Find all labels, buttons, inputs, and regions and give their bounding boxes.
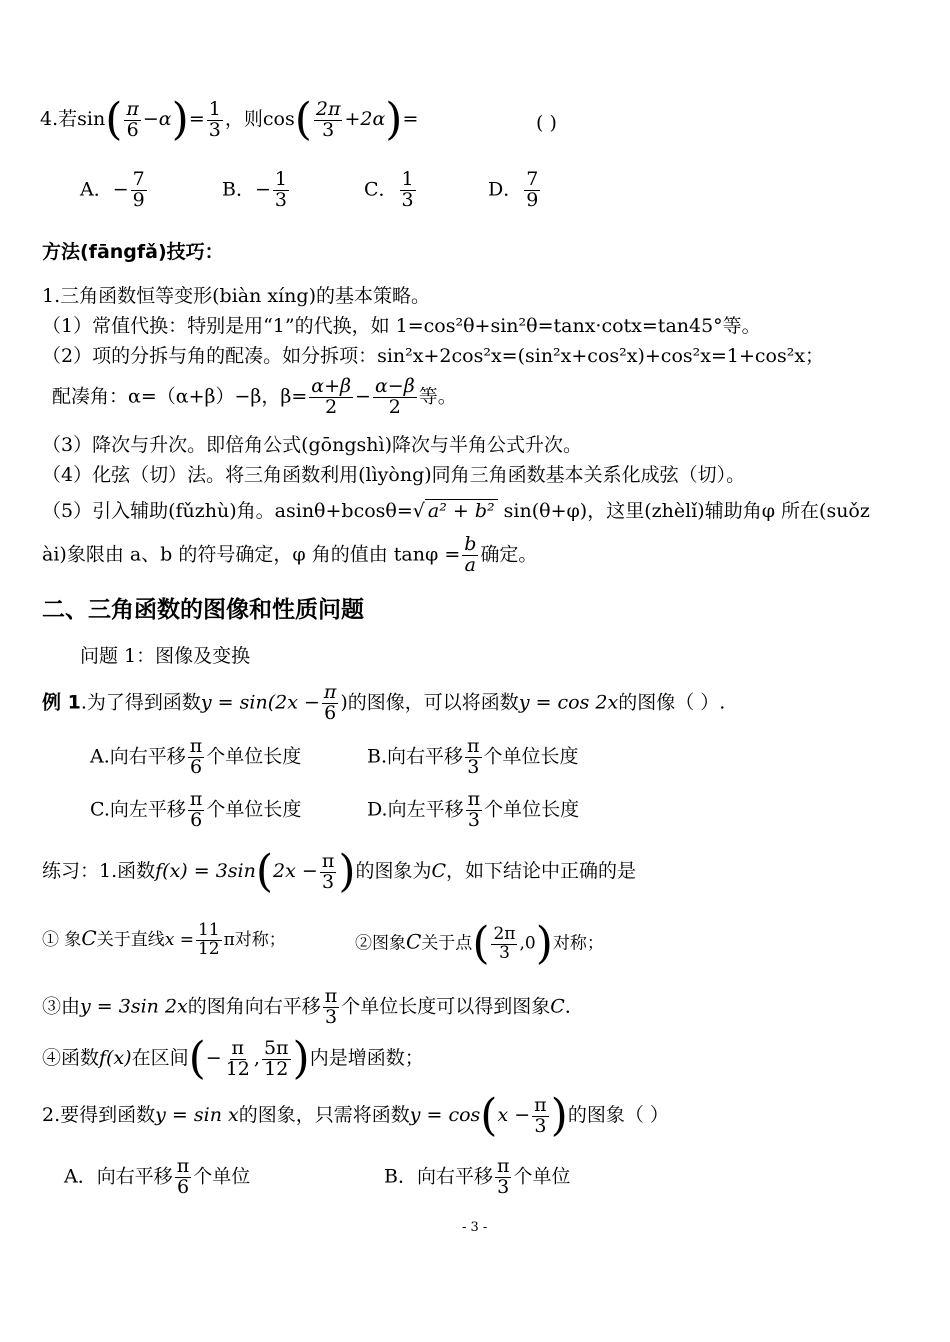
frac-den: 12 [225,1057,250,1080]
ex1-post: 的图像（ ）. [618,691,726,714]
frac-num: 1 [274,168,287,190]
option-text: D.向左平移 [367,798,464,821]
statement-2 [355,918,604,969]
question-4 [40,94,419,145]
frac-num: π [126,97,139,120]
option-fraction [524,170,540,211]
paren-left: ( [105,94,123,145]
option-text: B．向右平移 [384,1165,493,1188]
ex1-option-d [367,790,579,831]
s4-pre: ④函数 [42,1047,100,1069]
method-p2: （1）常值代换：特别是用“1”的代换，如 1=cos²θ+sin²θ=tanx·cotx=tan45°等。 [42,315,761,337]
frac-num: π [324,985,338,1007]
option-fraction [131,170,147,211]
practice-2 [42,1090,669,1141]
method-heading: 方法(fāngfǎ)技巧： [42,241,224,263]
frac-den: 3 [324,1005,338,1028]
statement-3 [42,987,584,1028]
s1-pre: ① 象 [42,929,82,950]
p2-option-b [384,1157,570,1198]
s3-func: y = 3sin 2x [80,995,188,1018]
frac-num: 1 [401,168,414,190]
p2-post: 的图象（ ） [567,1104,669,1126]
option-fraction [188,790,205,831]
s1-pi: π [223,929,235,950]
option-unit: 个单位长度 [206,745,302,768]
ex1-func-1: y = sin(2x − [200,691,320,714]
p4-fraction-2 [373,377,417,418]
method-p8 [42,535,537,576]
sqrt-content: a² + b² [425,499,498,522]
q4-cos: cos [262,108,295,130]
option-text: C.向左平移 [90,798,186,821]
frac-den: 3 [274,188,287,211]
s1-post: 对称； [234,929,286,950]
section-subheading: 问题 1：图像及变换 [80,645,251,667]
p4-post: 等。 [418,385,457,408]
frac-den: 9 [132,188,145,211]
s2-post: 对称； [552,933,604,954]
frac-den: 2 [325,395,338,418]
s2-mid: 关于点 [421,933,473,954]
option-label: D． [488,178,523,201]
q4-option-b [222,170,291,211]
paren-left: ( [294,94,312,145]
statement-4 [42,1033,424,1084]
s4-func: f(x) [99,1047,132,1069]
frac-num: π [323,681,337,703]
frac-num: π [496,1155,510,1177]
example-label: 例 1 [42,691,81,714]
s3-mid: 的图角向右平移 [187,995,321,1018]
paren-left: ( [255,846,274,897]
option-label: A． [80,178,113,201]
p8-post: 确定。 [480,543,538,566]
p4-fraction-1 [309,377,353,418]
curve-c: C [550,995,565,1018]
p1-post-b: ，如下结论中正确的是 [446,860,637,882]
s2-pre: ②图象 [355,933,406,954]
frac-den: 6 [176,1175,190,1198]
curve-c: C [81,925,97,950]
s1-mid: 关于直线 [96,929,165,950]
p8-pre: ài)象限由 a、b 的符号确定，φ 角的值由 tanφ = [42,543,461,566]
paren-right: ) [385,94,403,145]
paren-right: ) [340,691,348,714]
option-unit: 个单位长度 [483,745,579,768]
p1-fraction [320,849,337,893]
frac-den: 3 [467,808,480,831]
ex1-mid: 的图像，可以将函数 [347,691,519,714]
q4-rhs-fraction [207,97,223,141]
method-p4 [52,377,457,418]
s4-post: 内是增函数； [309,1047,424,1069]
option-sign: − [254,178,271,201]
method-p1: 1.三角函数恒等变形(biàn xíng)的基本策略。 [42,285,430,307]
curve-c: C [406,929,422,954]
option-unit: 个单位 [513,1165,571,1188]
p1-func: f(x) = 3sin [155,860,256,882]
frac-den: 6 [126,118,139,141]
p7-pre: （5）引入辅助(fǔzhù)角。asinθ+bcosθ= [42,500,413,522]
minus: − [205,1047,222,1069]
option-label: C． [364,178,398,201]
ex1-option-c [90,790,301,831]
option-unit: 个单位长度 [484,798,580,821]
p2-func-1: y = sin x [155,1104,239,1126]
option-fraction [175,1157,192,1198]
frac-den: 6 [189,755,203,778]
ex1-option-a [90,737,301,778]
s1-fraction [196,922,222,959]
p4-pre: 配凑角：α=（α+β）−β，β= [52,385,308,408]
option-text: B.向右平移 [367,745,464,768]
option-fraction [466,790,483,831]
q4-arg-rest: −α [142,108,172,130]
practice-1 [42,846,637,897]
frac-num: 1 [208,97,221,120]
s3-pre: ③由 [42,995,81,1018]
q4-prefix: 4.若 [40,108,78,130]
example-1 [42,683,725,724]
p7-post: sin(θ+φ)，这里(zhèlǐ)辅助角φ 所在(suǒz [503,500,870,522]
p2-pre: 2.要得到函数 [42,1104,156,1126]
p1-post-a: 的图象为 [355,860,432,882]
p2-arg: x − [497,1104,531,1126]
p8-fraction [462,535,478,576]
p2-option-a [64,1157,250,1198]
s2-fraction [491,923,517,963]
comma: , [253,1047,260,1069]
equals: = [188,108,205,130]
ex1-option-b [367,737,579,778]
option-sign: − [112,178,129,201]
paren-right: ) [171,94,189,145]
paren-left: ( [472,918,490,969]
page-number: - 3 - [462,1220,488,1235]
s1-x: x = [164,929,194,950]
frac-den: 6 [190,808,203,831]
s4-mid: 在区间 [131,1047,189,1069]
frac-den: 3 [208,118,221,141]
option-label: B． [222,178,255,201]
frac-den: a [464,553,476,576]
q4-answer-blank: ( ) [536,112,557,134]
option-fraction [465,737,482,778]
frac-num: π [534,1093,547,1116]
frac-den: 3 [534,1114,547,1137]
paren-right: ) [338,846,356,897]
q4-option-c [364,170,418,211]
s4-fraction-2 [262,1036,291,1080]
q4-option-a [80,170,149,211]
option-fraction [495,1157,512,1198]
s3-post: 个单位长度可以得到图象 [341,995,551,1018]
frac-num: 7 [526,168,539,190]
frac-den: 3 [499,942,510,963]
option-text: A．向右平移 [64,1165,173,1188]
option-fraction [400,170,416,211]
s3-fraction [323,987,340,1028]
frac-den: 3 [467,755,480,778]
frac-den: 2 [388,395,401,418]
frac-num: 11 [197,920,220,940]
s2-rest: ,0 [519,933,536,954]
q4-arg-fraction [124,97,141,141]
frac-num: 7 [132,168,145,190]
frac-num: 5π [263,1036,289,1059]
frac-den: 9 [526,188,539,211]
frac-num: α+β [311,375,352,397]
frac-num: b [464,533,477,555]
paren-right: ) [292,1033,310,1084]
frac-num: π [321,849,335,872]
s3-end: ． [564,995,584,1018]
method-p7 [42,500,870,523]
frac-num: π [189,788,203,810]
section-heading: 二、三角函数的图像和性质问题 [42,597,364,623]
frac-den: 3 [322,870,335,893]
curve-c: C [431,860,447,882]
frac-den: 3 [401,188,414,211]
q4-arg2-rest: +2α [344,108,386,130]
frac-den: 3 [497,1175,510,1198]
statement-1 [42,922,286,959]
paren-right: ) [535,918,553,969]
q4-sin: sin [77,108,106,130]
option-text: A.向右平移 [90,745,186,768]
minus: − [355,385,371,408]
p2-func-2: y = cos [409,1104,481,1126]
frac-den: 6 [324,701,337,724]
paren-right: ) [550,1090,568,1141]
p2-fraction [532,1093,549,1137]
q4-option-d [488,170,542,211]
method-p6: （4）化弦（切）法。将三角函数利用(lìyòng)同角三角函数基本关系化成弦（切）。 [42,464,746,486]
frac-num: π [467,788,481,810]
paren-left: ( [188,1033,206,1084]
method-p5: （3）降次与升次。即倍角公式(gōngshì)降次与半角公式升次。 [42,434,582,456]
ex1-pre: .为了得到函数 [80,691,201,714]
ex1-func-2: y = cos 2x [518,691,619,714]
s4-fraction-1 [224,1036,252,1080]
frac-num: π [231,1036,245,1059]
frac-num: π [467,735,480,757]
frac-num: π [176,1155,190,1177]
paren-left: ( [480,1090,498,1141]
q4-arg2-fraction [314,97,343,141]
option-fraction [188,737,205,778]
p1-pre: 练习：1.函数 [42,860,156,882]
frac-num: α−β [374,375,415,397]
frac-num: 2π [493,923,516,944]
p1-arg: 2x − [273,860,318,882]
frac-den: 12 [197,938,220,959]
frac-den: 3 [322,118,335,141]
option-unit: 个单位 [193,1165,251,1188]
method-p3: （2）项的分拆与角的配凑。如分拆项：sin²x+2cos²x=(sin²x+cos²x)+cos²x=1+cos²x； [42,345,825,367]
ex1-fraction [322,683,339,724]
option-unit: 个单位长度 [206,798,302,821]
frac-den: 12 [264,1057,289,1080]
frac-num: π [189,735,203,757]
p2-mid: 的图象，只需将函数 [238,1104,410,1126]
equals: = [402,108,419,130]
sqrt-icon: √ [412,500,425,522]
frac-num: 2π [315,97,341,120]
option-fraction [273,170,289,211]
q4-mid: ，则 [224,108,263,130]
